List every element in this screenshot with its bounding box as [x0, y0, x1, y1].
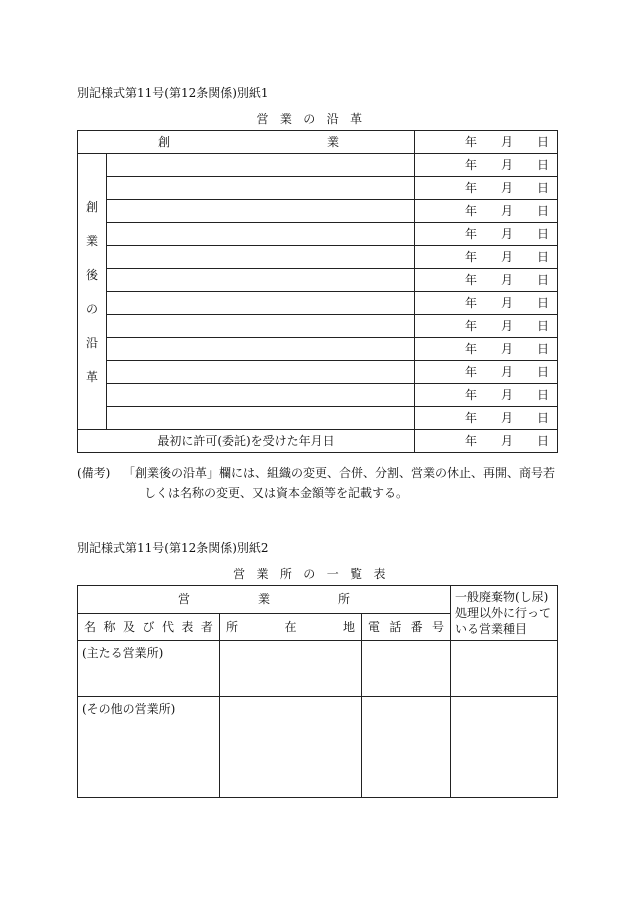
date-unit-d: 日: [537, 273, 550, 287]
remarks-text: [123, 463, 557, 503]
col-phone: 電 話 番 号: [362, 613, 451, 641]
other-office-phone: [362, 697, 451, 798]
history-date: [415, 338, 558, 361]
date-unit-y: 年: [465, 365, 478, 379]
offices-title-text: 営業所の一覧表: [233, 567, 397, 581]
history-row: [78, 338, 558, 361]
date-unit-m: 月: [501, 365, 514, 379]
history-date: [415, 246, 558, 269]
history-entry: [107, 361, 415, 384]
history-row: [78, 315, 558, 338]
founding-label: 創 業: [78, 131, 415, 154]
history-date: [415, 384, 558, 407]
date-unit-y: 年: [465, 273, 478, 287]
waste-business-header: [451, 586, 558, 641]
history-date: [415, 315, 558, 338]
col-name-representative: 名 称 及 び 代 表 者: [78, 613, 220, 641]
other-office-cell: [78, 697, 220, 798]
history-title: [0, 110, 630, 127]
offices-header: 営 業 所: [78, 586, 451, 614]
history-date: [415, 154, 558, 177]
form-heading-1: 別記様式第11号(第12条関係)別紙1: [77, 86, 269, 100]
history-entry: [107, 200, 415, 223]
history-date: [415, 292, 558, 315]
history-entry: [107, 223, 415, 246]
date-unit-y: 年: [465, 434, 478, 448]
date-unit-y: 年: [465, 158, 478, 172]
date-unit-y: 年: [465, 342, 478, 356]
date-unit-m: 月: [501, 204, 514, 218]
history-entry: [107, 154, 415, 177]
form-heading-2: 別記様式第11号(第12条関係)別紙2: [77, 541, 269, 555]
history-row: [78, 177, 558, 200]
date-unit-y: 年: [465, 388, 478, 402]
first-license-row: [78, 430, 558, 453]
date-unit-y: 年: [465, 181, 478, 195]
history-entry: [107, 269, 415, 292]
history-row: [78, 223, 558, 246]
history-date: [415, 269, 558, 292]
date-unit-m: 月: [501, 388, 514, 402]
waste-header-line: 一般廃棄物(し尿): [455, 590, 549, 604]
after-founding-label: 創 業 後 の 沿 革: [78, 154, 107, 430]
history-entry: [107, 292, 415, 315]
history-date: [415, 361, 558, 384]
history-title-text: 営業の沿革: [256, 112, 374, 126]
date-unit-y: 年: [465, 296, 478, 310]
main-office-cell: [78, 641, 220, 697]
date-unit-y: 年: [465, 227, 478, 241]
history-date: [415, 223, 558, 246]
date-unit-m: 月: [501, 273, 514, 287]
date-unit-y: 年: [465, 319, 478, 333]
main-office-waste: [451, 641, 558, 697]
main-office-address: [220, 641, 362, 697]
date-unit-d: 日: [537, 342, 550, 356]
date-unit-m: 月: [501, 296, 514, 310]
date-unit-y: 年: [465, 135, 478, 149]
history-date: [415, 177, 558, 200]
main-office-label: (主たる営業所): [82, 646, 164, 660]
date-unit-d: 日: [537, 388, 550, 402]
history-entry: [107, 246, 415, 269]
other-office-address: [220, 697, 362, 798]
date-unit-d: 日: [537, 204, 550, 218]
date-unit-d: 日: [537, 227, 550, 241]
first-license-date: [415, 430, 558, 453]
history-entry: [107, 384, 415, 407]
first-license-label: 最初に許可(委託)を受けた年月日: [78, 430, 415, 453]
date-unit-d: 日: [537, 434, 550, 448]
remarks-line-1: 「創業後の沿革」欄には、組織の変更、合併、分割、営業の休止、再開、商号若: [123, 466, 556, 480]
date-unit-d: 日: [537, 181, 550, 195]
date-unit-m: 月: [501, 434, 514, 448]
date-unit-y: 年: [465, 250, 478, 264]
history-date: [415, 407, 558, 430]
other-office-waste: [451, 697, 558, 798]
history-date: [415, 200, 558, 223]
date-unit-d: 日: [537, 365, 550, 379]
date-unit-d: 日: [537, 319, 550, 333]
remarks-label: (備考): [77, 466, 111, 480]
date-unit-d: 日: [537, 296, 550, 310]
other-office-label: (その他の営業所): [82, 702, 176, 716]
date-unit-d: 日: [537, 411, 550, 425]
history-row: [78, 200, 558, 223]
date-unit-m: 月: [501, 250, 514, 264]
history-entry: [107, 338, 415, 361]
date-unit-m: 月: [501, 342, 514, 356]
history-row: [78, 407, 558, 430]
history-entry: [107, 177, 415, 200]
history-entry: [107, 315, 415, 338]
remarks-line-2: しくは名称の変更、又は資本金額等を記載する。: [144, 486, 409, 500]
date-unit-y: 年: [465, 204, 478, 218]
founding-date: [415, 131, 558, 154]
date-unit-y: 年: [465, 411, 478, 425]
date-unit-m: 月: [501, 181, 514, 195]
offices-title: [0, 565, 630, 582]
date-unit-m: 月: [501, 158, 514, 172]
date-unit-d: 日: [537, 135, 550, 149]
history-row: [78, 384, 558, 407]
waste-header-line: いる営業種目: [455, 622, 528, 636]
history-row: [78, 246, 558, 269]
history-entry: [107, 407, 415, 430]
main-office-phone: [362, 641, 451, 697]
history-row: [78, 292, 558, 315]
founding-row: [78, 131, 558, 154]
history-row: [78, 154, 558, 177]
col-address: 所 在 地: [220, 613, 362, 641]
date-unit-d: 日: [537, 158, 550, 172]
offices-table: [77, 585, 558, 798]
history-row: [78, 361, 558, 384]
date-unit-m: 月: [501, 227, 514, 241]
date-unit-m: 月: [501, 319, 514, 333]
history-row: [78, 269, 558, 292]
history-table: [77, 130, 558, 453]
date-unit-m: 月: [501, 135, 514, 149]
date-unit-m: 月: [501, 411, 514, 425]
waste-header-line: 処理以外に行って: [455, 606, 552, 620]
date-unit-d: 日: [537, 250, 550, 264]
